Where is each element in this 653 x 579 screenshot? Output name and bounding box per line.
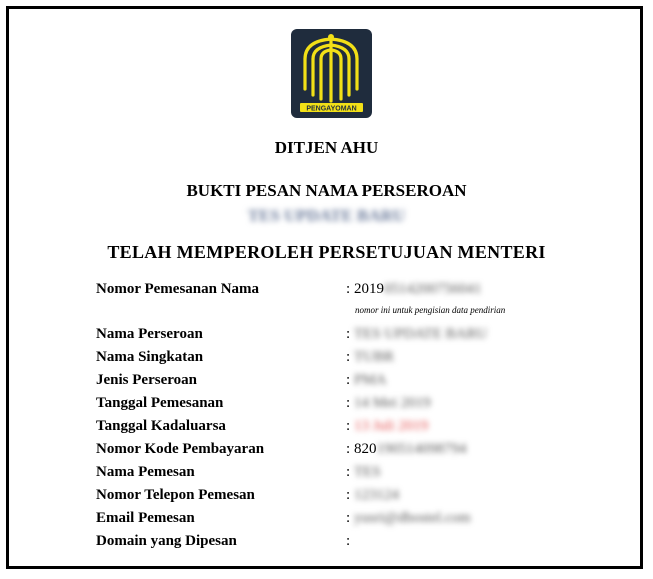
field-label: Tanggal Pemesanan [96,395,224,411]
redacted-value: PMA [354,372,387,388]
field-value: 20190514200756041 [354,281,482,297]
field-label: Nomor Telepon Pemesan [96,487,255,503]
field-label: Nama Perseroan [96,326,203,342]
redacted-value: 190514098794 [376,441,467,457]
field-label: Nama Singkatan [96,349,204,365]
redacted-value: 123124 [354,487,399,503]
pengayoman-logo [291,29,372,118]
field-label: Nomor Kode Pembayaran [96,441,265,457]
order-number-note: nomor ini untuk pengisian data pendirian [355,305,506,315]
document-title: BUKTI PESAN NAMA PERSEROAN [186,181,467,200]
redacted-value: 14 Mei 2019 [354,395,431,411]
redacted-value: TES UPDATE BARU [354,326,488,342]
pengayoman-emblem-icon [291,29,372,118]
org-title: DITJEN AHU [274,138,379,157]
field-label: Domain yang Dipesan [96,533,237,549]
field-label: Nama Pemesan [96,464,195,480]
approval-statement: TELAH MEMPEROLEH PERSETUJUAN MENTERI [107,242,546,262]
redacted-value: 0514200756041 [384,281,482,297]
redacted-value: yusri@dbostel.com [354,510,471,526]
field-label: Nomor Pemesanan Nama [96,281,260,297]
company-name-redacted: TES UPDATE BARU [247,206,406,225]
logo-text: PENGAYOMAN [306,105,357,113]
field-label: Email Pemesan [96,510,195,526]
field-label: Jenis Perseroan [96,372,197,388]
field-value: 820190514098794 [354,441,467,457]
field-label: Tanggal Kadaluarsa [96,418,226,434]
redacted-value: TUBR [354,349,395,365]
redacted-value: TES [354,464,381,480]
expiry-date-value: 13 Juli 2019 [354,418,429,434]
